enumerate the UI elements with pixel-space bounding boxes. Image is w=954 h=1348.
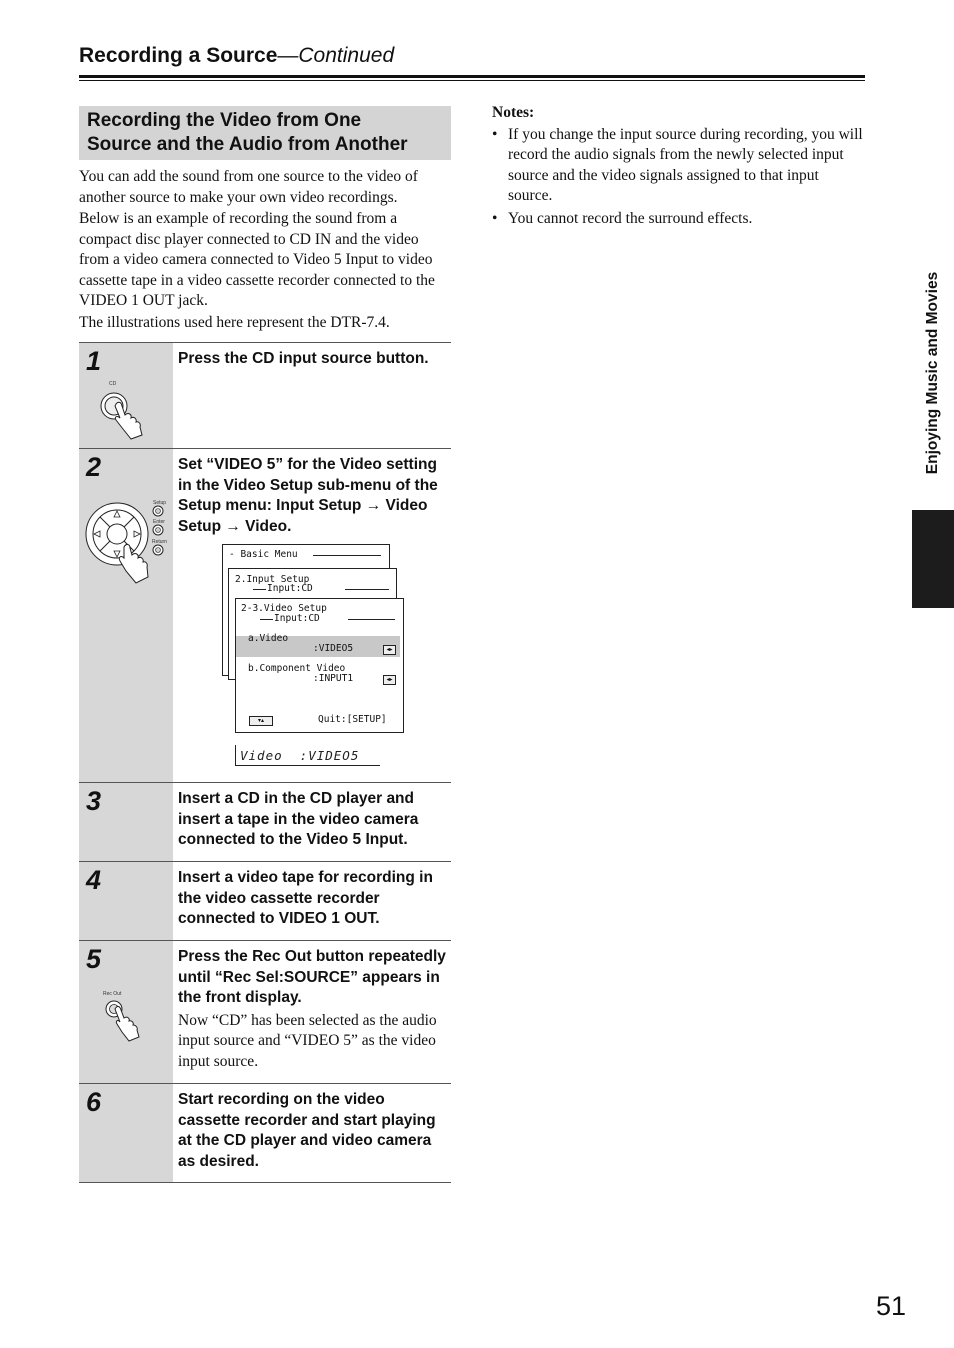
step-3 [79, 782, 451, 861]
up-down-arrow-icon: ▾▴ [249, 716, 273, 726]
step-number: 3 [86, 786, 102, 816]
intro-paragraph-1: You can add the sound from one source to the video of another source to make your own video recordings. [79, 168, 418, 206]
enter-label: Enter [153, 519, 165, 525]
step-5 [79, 940, 451, 1083]
section-heading: Recording the Video from One Source and the Audio from Another [87, 110, 408, 155]
step-4 [79, 861, 451, 940]
step-number: 1 [86, 346, 102, 376]
setup-label: Setup [153, 500, 167, 506]
osd-item-video: a.Video [248, 633, 289, 644]
notes [492, 103, 864, 231]
note-item: • You cannot record the surround effects. [492, 209, 864, 230]
step-title: Press the CD input source button. [178, 350, 429, 367]
step-number: 4 [86, 865, 102, 895]
remote-cursor-pad-icon [84, 499, 172, 591]
osd-quit: Quit:[SETUP] [318, 714, 387, 725]
step-number: 6 [86, 1087, 102, 1117]
rec-out-label: Rec Out [103, 991, 122, 997]
return-label: Return [152, 539, 168, 545]
step-number: 5 [86, 944, 102, 974]
header-rule-thick [79, 75, 865, 78]
cd-label: CD [109, 381, 117, 387]
intro-text [79, 167, 451, 334]
side-tab-marker [912, 510, 954, 608]
step-number: 2 [86, 452, 102, 482]
osd-input-setup: 2.Input Setup [235, 574, 310, 585]
step-body: Now “CD” has been selected as the audio input source and “VIDEO 5” as the video input source. [178, 1011, 437, 1070]
page-number: 51 [876, 1291, 907, 1321]
step-title: Start recording on the video cassette recorder and start playing at the CD player and video camera as desired. [178, 1091, 436, 1170]
step-title: Insert a video tape for recording in the video cassette recorder connected to VIDEO 1 OUT. [178, 869, 433, 927]
intro-paragraph-2: Below is an example of recording the sound from a compact disc player connected to CD IN and the video from a video camera connected to Video 5 Input to video cassette tape in a video cassette recorder connected to the VIDEO 1 OUT jack. [79, 210, 435, 309]
osd-video-setup: 2-3.Video Setup [241, 603, 327, 614]
osd-input-cd-2: Input:CD [274, 613, 320, 624]
osd-item-component-value: :INPUT1 [313, 673, 354, 684]
rec-out-button-press-icon [99, 989, 155, 1045]
cd-button-press-icon [95, 379, 155, 441]
step-title: Set “VIDEO 5” for the Video setting in the Video Setup sub-menu of the Setup menu: Input Setup → Video Setup → Video. [178, 456, 438, 535]
side-tab-label: Enjoying Music and Movies [924, 271, 941, 475]
notes-heading: Notes: [492, 104, 535, 121]
step-title: Press the Rec Out button repeatedly until “Rec Sel:SOURCE” appears in the front display. [178, 948, 446, 1006]
step-6 [79, 1083, 451, 1183]
step-1 [79, 342, 451, 448]
osd-input-cd-1: Input:CD [267, 583, 313, 594]
page-header-title: Recording a Source—Continued [79, 44, 395, 67]
note-item: • If you change the input source during recording, you will record the audio signals from the newly selected input source and the video signals assigned to that input source. [492, 125, 864, 207]
header-rule-thin [79, 80, 865, 81]
osd-item-component: b.Component Video [248, 663, 346, 674]
left-right-arrow-icon: ◂▸ [383, 645, 396, 655]
step-title: Insert a CD in the CD player and insert a tape in the video camera connected to the Video 5 Input. [178, 790, 419, 848]
front-display-text: Video :VIDEO5 [240, 748, 360, 763]
intro-paragraph-3: The illustrations used here represent the DTR-7.4. [79, 313, 390, 331]
osd-basic-menu: - Basic Menu [229, 549, 298, 560]
osd-item-video-value: :VIDEO5 [313, 643, 354, 654]
left-right-arrow-icon: ◂▸ [383, 675, 396, 685]
